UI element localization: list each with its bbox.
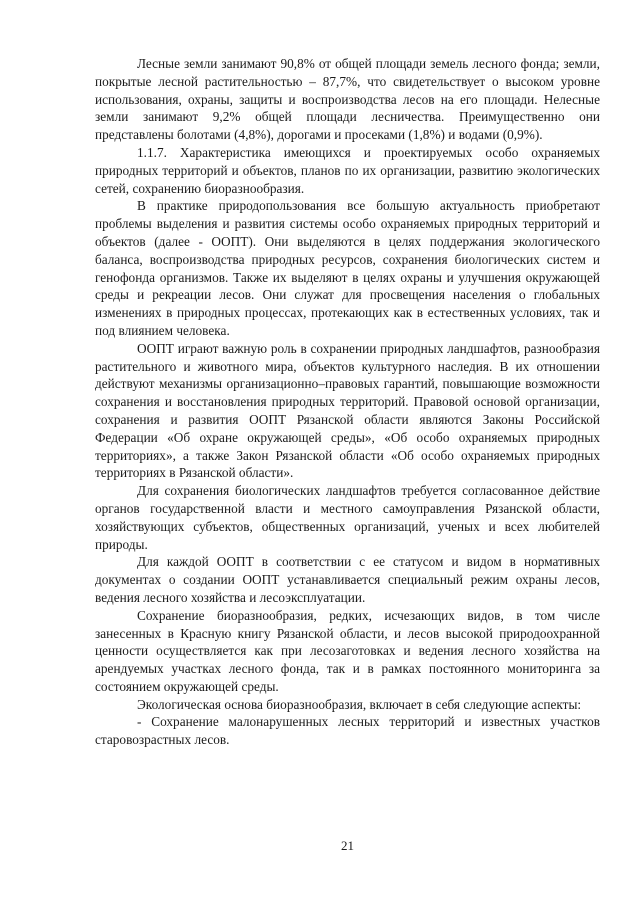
paragraph-landscape-preservation: Для сохранения биологических ландшафтов требуется согласованное действие органов государственной власти и местного самоуправления Рязанской области, хозяйствующих субъектов, общественных организаций, ученых и всех любителей природы. <box>95 483 600 552</box>
paragraph-oopt-role: ООПТ играют важную роль в сохранении природных ландшафтов, разнообразия растительного и животного мира, объектов культурного наследия. В их отношении действуют механизмы организационно–правовых гарантий, повышающие возможности сохранения и восстановления природных территорий. Правовой основой организации, сохранения и развития ООПТ Рязанской области являются Законы Российской Федерации «Об охране окружающей среды», «Об особо охраняемых природных территориях», а также Закон Рязанской области «Об особо охраняемых природных территориях в Рязанской области». <box>95 340 600 481</box>
paragraph-protection-regime: Для каждой ООПТ в соответствии с ее статусом и видом в нормативных документах о создании ООПТ устанавливается специальный режим охраны лесов, ведения лесного хозяйства и лесоэксплуатации. <box>95 554 600 605</box>
list-item-undisturbed-forests: - Сохранение малонарушенных лесных территорий и известных участков старовозрастных лесов. <box>95 714 600 748</box>
page-number: 21 <box>341 838 354 853</box>
paragraph-ecological-basis: Экологическая основа биоразнообразия, включает в себя следующие аспекты: <box>137 696 582 712</box>
paragraph-biodiversity-preservation: Сохранение биоразнообразия, редких, исчезающих видов, в том числе занесенных в Красную книгу Рязанской области, и лесов высокой природоохранной ценности осуществляется как при лесозаготовках и ведения лесного хозяйства на арендуемых участках лесного фонда, так и в рамках постоянного мониторинга за состоянием окружающей среды. <box>95 607 600 694</box>
paragraph-oopt-intro: В практике природопользования все большую актуальность приобретают проблемы выделения и развития системы особо охраняемых природных территорий и объектов (далее - ООПТ). Они выделяются в целях поддержания экологического баланса, воспроизводства природных ресурсов, сохранения биологических систем и генофонда организмов. Также их выделяют в целях охраны и улучшения окружающей среды и рекреации лесов. Они служат для просвещения населения о глобальных изменениях в природных процессах, протекающих как в естественных условиях, так и под влиянием человека. <box>95 198 600 338</box>
paragraph-forest-land-share: Лесные земли занимают 90,8% от общей площади земель лесного фонда; земли, покрытые лесной растительностью – 87,7%, что свидетельствует о высоком уровне использования, охраны, защиты и воспроизводства лесов на его площади. Нелесные земли занимают 9,2% общей площади лесничества. Преимущественно они представлены болотами (4,8%), дорогами и просеками (1,8%) и водами (0,9%). <box>95 56 600 143</box>
section-heading-1-1-7: 1.1.7. Характеристика имеющихся и проектируемых особо охраняемых природных территорий и объектов, планов по их организации, развитию экологических сетей, сохранению биоразнообразия. <box>95 144 600 196</box>
body-text <box>95 55 600 749</box>
